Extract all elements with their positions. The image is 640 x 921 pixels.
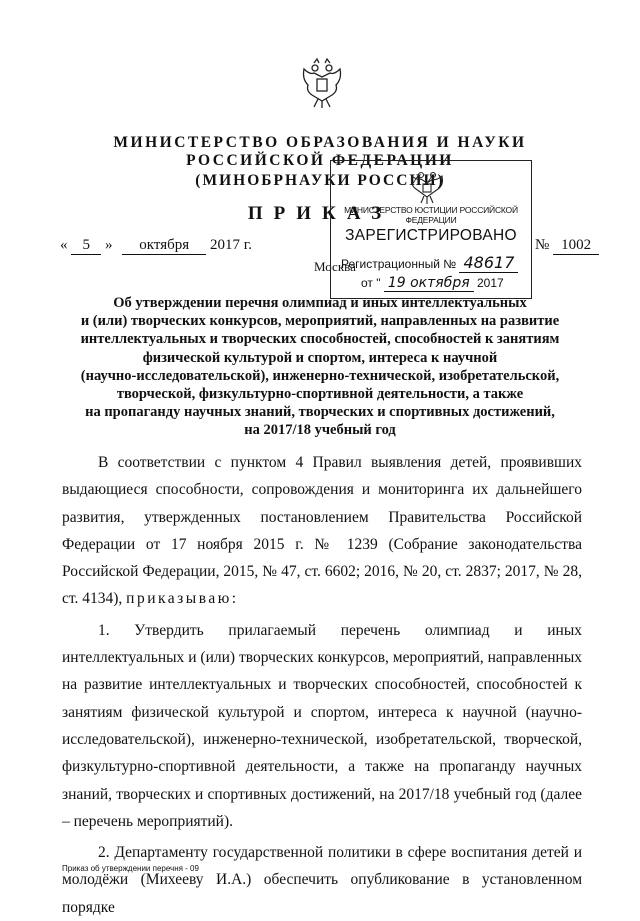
document-type: ПРИКАЗ — [247, 203, 393, 224]
eagle-emblem-icon — [409, 167, 445, 205]
document-title — [55, 294, 585, 440]
order-year: 2017 г. — [210, 237, 252, 253]
quote-close: » — [105, 237, 113, 253]
stamp-reg-number-handwritten: 48617 — [459, 253, 518, 273]
quote-open: « — [60, 237, 68, 253]
stamp-reg-number — [341, 253, 518, 272]
number-prefix: № — [535, 237, 550, 253]
preamble-text: В соответствии с пунктом 4 Правил выявления детей, проявивших выдающиеся способности, сопровождения и мониторинга их дальнейшего развития, утвержденных постановлением Правительства Российской Федерации от 17 ноября 2015 г. № 1239 (Собрание законодательства Российской Федерации, 2015, № 47, ст. 6602; 2016, № 20, ст. 2837; 2017, № 28, ст. 4134), — [62, 454, 582, 608]
stamp-reg-label: Регистрационный № — [341, 257, 457, 271]
order-month: октября — [122, 237, 206, 255]
order-number — [535, 237, 599, 255]
russian-coat-of-arms-icon — [300, 55, 344, 109]
title-line: интеллектуальных и творческих способностей, способностей к занятиям — [80, 331, 560, 348]
stamp-reg-date — [361, 275, 504, 291]
order-number-value: 1002 — [553, 237, 599, 255]
registration-stamp — [330, 160, 532, 299]
footer-note: Приказ об утверждении перечня - 09 — [62, 864, 199, 873]
stamp-status: ЗАРЕГИСТРИРОВАНО — [345, 227, 517, 244]
title-line: физической культурой и спортом, интереса к научной — [142, 349, 498, 366]
stamp-date-year: 2017 — [477, 276, 504, 290]
title-line: творческой, физкультурно-спортивной деятельности, а также — [116, 386, 524, 403]
ministry-name-line1: МИНИСТЕРСТВО ОБРАЗОВАНИЯ И НАУКИ — [113, 134, 527, 151]
document-body — [62, 449, 582, 921]
ministry-name-line2: РОССИЙСКОЙ ФЕДЕРАЦИИ — [186, 152, 454, 169]
item-2: 2. Департаменту государственной политики в сфере воспитания детей и молодёжи (Михееву И.А.) обеспечить опубликование в установленном порядке — [62, 844, 582, 916]
order-date — [60, 237, 252, 255]
stamp-date-prefix: от " — [361, 276, 381, 290]
order-word: приказываю: — [126, 590, 239, 608]
title-line: Об утверждении перечня олимпиад и иных интеллектуальных — [113, 295, 527, 311]
stamp-ministry: МИНИСТЕРСТВО ЮСТИЦИИ РОССИЙСКОЙ ФЕДЕРАЦИИ — [344, 205, 518, 225]
item-1: 1. Утвердить прилагаемый перечень олимпиад и иных интеллектуальных и (или) творческих конкурсов, мероприятий, направленных на развитие интеллектуальных и творческих способностей, способностей к занятиям физической культурой и спортом, интереса к научной (научно-исследовательской), инженерно-технической, изобретательской, творческой, физкультурно-спортивной деятельности, а также на пропаганду научных знаний, творческих и спортивных достижений, на 2017/18 учебный год (далее – перечень мероприятий). — [62, 621, 582, 830]
order-day: 5 — [71, 237, 101, 255]
title-line: (научно-исследовательской), инженерно-технической, изобретательской, — [80, 367, 560, 384]
title-line: и (или) творческих конкурсов, мероприятий, направленных на развитие — [80, 313, 560, 330]
ministry-short-name: (МИНОБРНАУКИ РОССИИ) — [195, 172, 445, 189]
order-city: Москва — [314, 259, 356, 274]
stamp-date-handwritten: 19 октября — [384, 275, 474, 292]
title-line: на 2017/18 учебный год — [244, 422, 396, 439]
title-line: на пропаганду научных знаний, творческих и спортивных достижений, — [85, 404, 555, 421]
preamble-paragraph — [62, 449, 582, 613]
